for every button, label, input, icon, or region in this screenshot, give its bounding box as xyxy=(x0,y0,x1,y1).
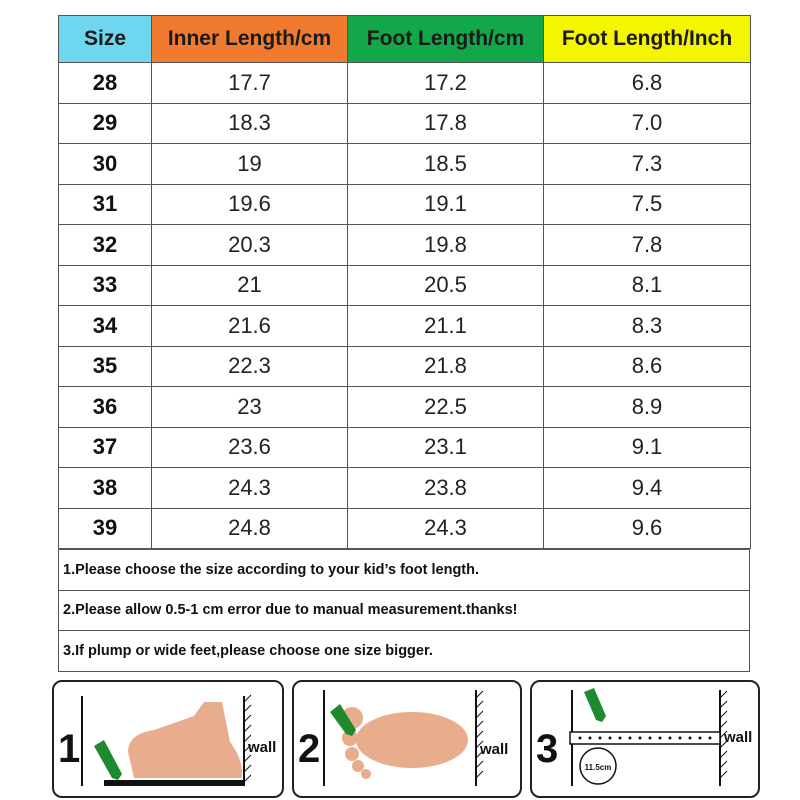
table-row xyxy=(59,63,751,104)
cell-size: 29 xyxy=(59,103,152,144)
cell-foot-length-inch: 7.0 xyxy=(544,103,751,144)
table-row xyxy=(59,468,751,509)
cell-foot-length-inch: 9.1 xyxy=(544,427,751,468)
cell-foot-length-inch: 8.1 xyxy=(544,265,751,306)
measure-step-3-panel xyxy=(530,680,760,798)
foot-side-image xyxy=(128,702,242,778)
cell-inner-length-cm: 23 xyxy=(152,387,348,428)
cell-inner-length-cm: 19 xyxy=(152,144,348,185)
cell-foot-length-cm: 19.1 xyxy=(348,184,544,225)
cell-size: 30 xyxy=(59,144,152,185)
cell-inner-length-cm: 24.8 xyxy=(152,508,348,549)
cell-size: 32 xyxy=(59,225,152,266)
cell-foot-length-inch: 8.9 xyxy=(544,387,751,428)
cell-foot-length-cm: 17.2 xyxy=(348,63,544,104)
cell-inner-length-cm: 20.3 xyxy=(152,225,348,266)
table-row xyxy=(59,508,751,549)
wall-label: wall xyxy=(724,729,753,746)
wall-label: wall xyxy=(480,741,509,758)
note-row xyxy=(59,550,750,591)
cell-size: 28 xyxy=(59,63,152,104)
notes-table xyxy=(58,549,750,672)
cell-size: 31 xyxy=(59,184,152,225)
cell-foot-length-cm: 20.5 xyxy=(348,265,544,306)
header-size: Size xyxy=(59,16,152,63)
cell-inner-length-cm: 21.6 xyxy=(152,306,348,347)
cell-foot-length-inch: 7.3 xyxy=(544,144,751,185)
wall-label: wall xyxy=(248,739,277,756)
pen-icon xyxy=(94,740,122,780)
cell-foot-length-inch: 7.8 xyxy=(544,225,751,266)
cell-foot-length-inch: 9.6 xyxy=(544,508,751,549)
table-row xyxy=(59,225,751,266)
table-row xyxy=(59,184,751,225)
note-row xyxy=(59,590,750,631)
floor-bar xyxy=(104,780,244,786)
size-chart-table xyxy=(58,15,751,549)
table-row xyxy=(59,346,751,387)
cell-inner-length-cm: 22.3 xyxy=(152,346,348,387)
cell-foot-length-cm: 19.8 xyxy=(348,225,544,266)
ruler xyxy=(570,732,720,744)
table-row xyxy=(59,306,751,347)
cell-foot-length-cm: 18.5 xyxy=(348,144,544,185)
cell-inner-length-cm: 17.7 xyxy=(152,63,348,104)
table-row xyxy=(59,144,751,185)
cell-foot-length-inch: 7.5 xyxy=(544,184,751,225)
cell-inner-length-cm: 23.6 xyxy=(152,427,348,468)
table-row xyxy=(59,387,751,428)
cell-inner-length-cm: 24.3 xyxy=(152,468,348,509)
cell-foot-length-inch: 9.4 xyxy=(544,468,751,509)
note-3: 3.If plump or wide feet,please choose one size bigger. xyxy=(59,631,750,672)
measure-step-1-panel xyxy=(52,680,284,798)
cell-size: 36 xyxy=(59,387,152,428)
header-foot-length-cm: Foot Length/cm xyxy=(348,16,544,63)
cell-foot-length-inch: 8.6 xyxy=(544,346,751,387)
cell-size: 34 xyxy=(59,306,152,347)
header-inner-length-cm: Inner Length/cm xyxy=(152,16,348,63)
table-row xyxy=(59,427,751,468)
step-3-number: 3 xyxy=(536,727,559,771)
step-1-number: 1 xyxy=(58,727,81,771)
note-2: 2.Please allow 0.5-1 cm error due to manual measurement.thanks! xyxy=(59,590,750,631)
cell-foot-length-inch: 6.8 xyxy=(544,63,751,104)
footprint-image xyxy=(341,707,468,779)
cell-size: 39 xyxy=(59,508,152,549)
note-1: 1.Please choose the size according to your kid’s foot length. xyxy=(59,550,750,591)
measure-step-2-panel xyxy=(292,680,522,798)
table-row xyxy=(59,103,751,144)
pen-icon xyxy=(584,688,606,722)
header-foot-length-inch: Foot Length/Inch xyxy=(544,16,751,63)
cell-size: 38 xyxy=(59,468,152,509)
cell-inner-length-cm: 18.3 xyxy=(152,103,348,144)
table-row xyxy=(59,265,751,306)
cell-foot-length-cm: 22.5 xyxy=(348,387,544,428)
cell-foot-length-cm: 17.8 xyxy=(348,103,544,144)
cell-inner-length-cm: 21 xyxy=(152,265,348,306)
cell-size: 33 xyxy=(59,265,152,306)
cell-size: 35 xyxy=(59,346,152,387)
measure-label: 11.5cm xyxy=(584,763,612,772)
note-row xyxy=(59,631,750,672)
cell-size: 37 xyxy=(59,427,152,468)
cell-foot-length-cm: 21.1 xyxy=(348,306,544,347)
cell-foot-length-cm: 21.8 xyxy=(348,346,544,387)
cell-foot-length-cm: 23.8 xyxy=(348,468,544,509)
cell-inner-length-cm: 19.6 xyxy=(152,184,348,225)
step-2-number: 2 xyxy=(298,727,321,771)
cell-foot-length-cm: 23.1 xyxy=(348,427,544,468)
wall-hatch xyxy=(476,691,483,778)
table-header-row xyxy=(59,16,751,63)
cell-foot-length-inch: 8.3 xyxy=(544,306,751,347)
cell-foot-length-cm: 24.3 xyxy=(348,508,544,549)
